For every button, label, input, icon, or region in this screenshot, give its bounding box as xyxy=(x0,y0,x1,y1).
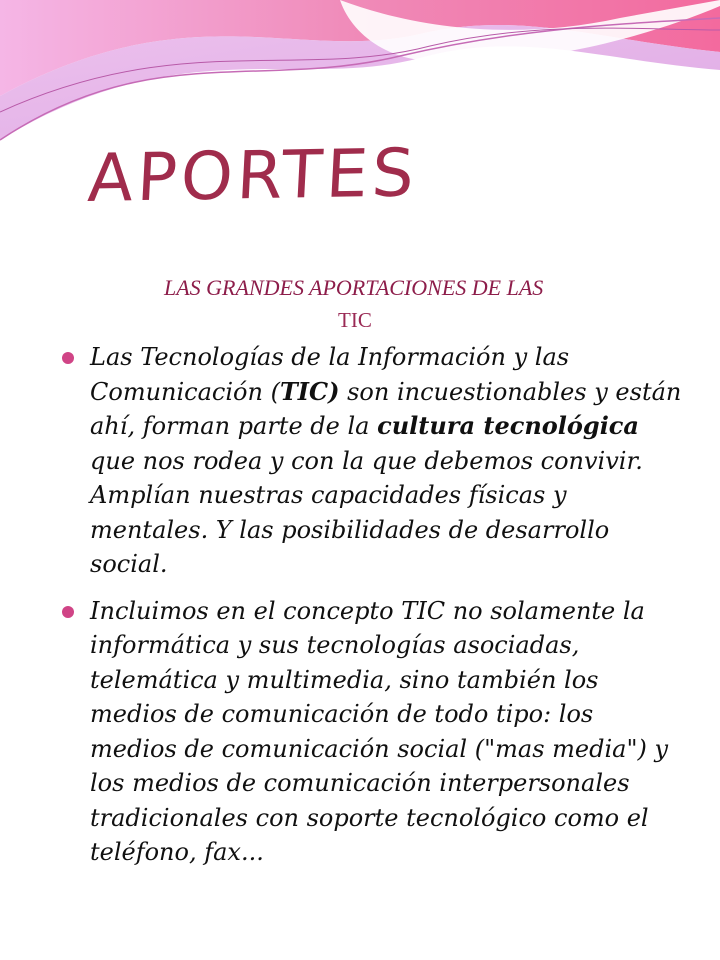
slide-title: APORTES xyxy=(85,134,420,218)
bullet-list xyxy=(62,340,682,882)
bullet-dot-icon xyxy=(62,352,74,364)
bullet-text-part: son incuestionables y están ahí, forman parte de la xyxy=(90,377,682,440)
bullet-bold-tic: TIC) xyxy=(279,376,340,406)
subtitle-line-2: TIC xyxy=(338,308,372,332)
subtitle-line-1: LAS GRANDES APORTACIONES DE LAS xyxy=(164,275,544,300)
slide-subtitle xyxy=(0,272,720,336)
bullet-item xyxy=(62,340,682,582)
bullet-text: Incluimos en el concepto TIC no solamente la informática y sus tecnologías asociadas, telemática y multimedia, sino también los medios de comunicación de todo tipo: los medios de comunicación social ("mas media") y los medios de comunicación interpersonales tradicionales con soporte tecnológico como el teléfono, fax... xyxy=(90,596,669,866)
bullet-dot-icon xyxy=(62,606,74,618)
bullet-text-part: que nos rodea y con la que debemos convivir. Amplían nuestras capacidades físicas y mentales. Y las posibilidades de desarrollo social. xyxy=(90,446,643,578)
bullet-bold-cultura: cultura tecnológica xyxy=(377,411,639,440)
bullet-text-part: Las Tecnologías de la Información y las Comunicación ( xyxy=(90,343,570,406)
bullet-item xyxy=(62,594,682,870)
